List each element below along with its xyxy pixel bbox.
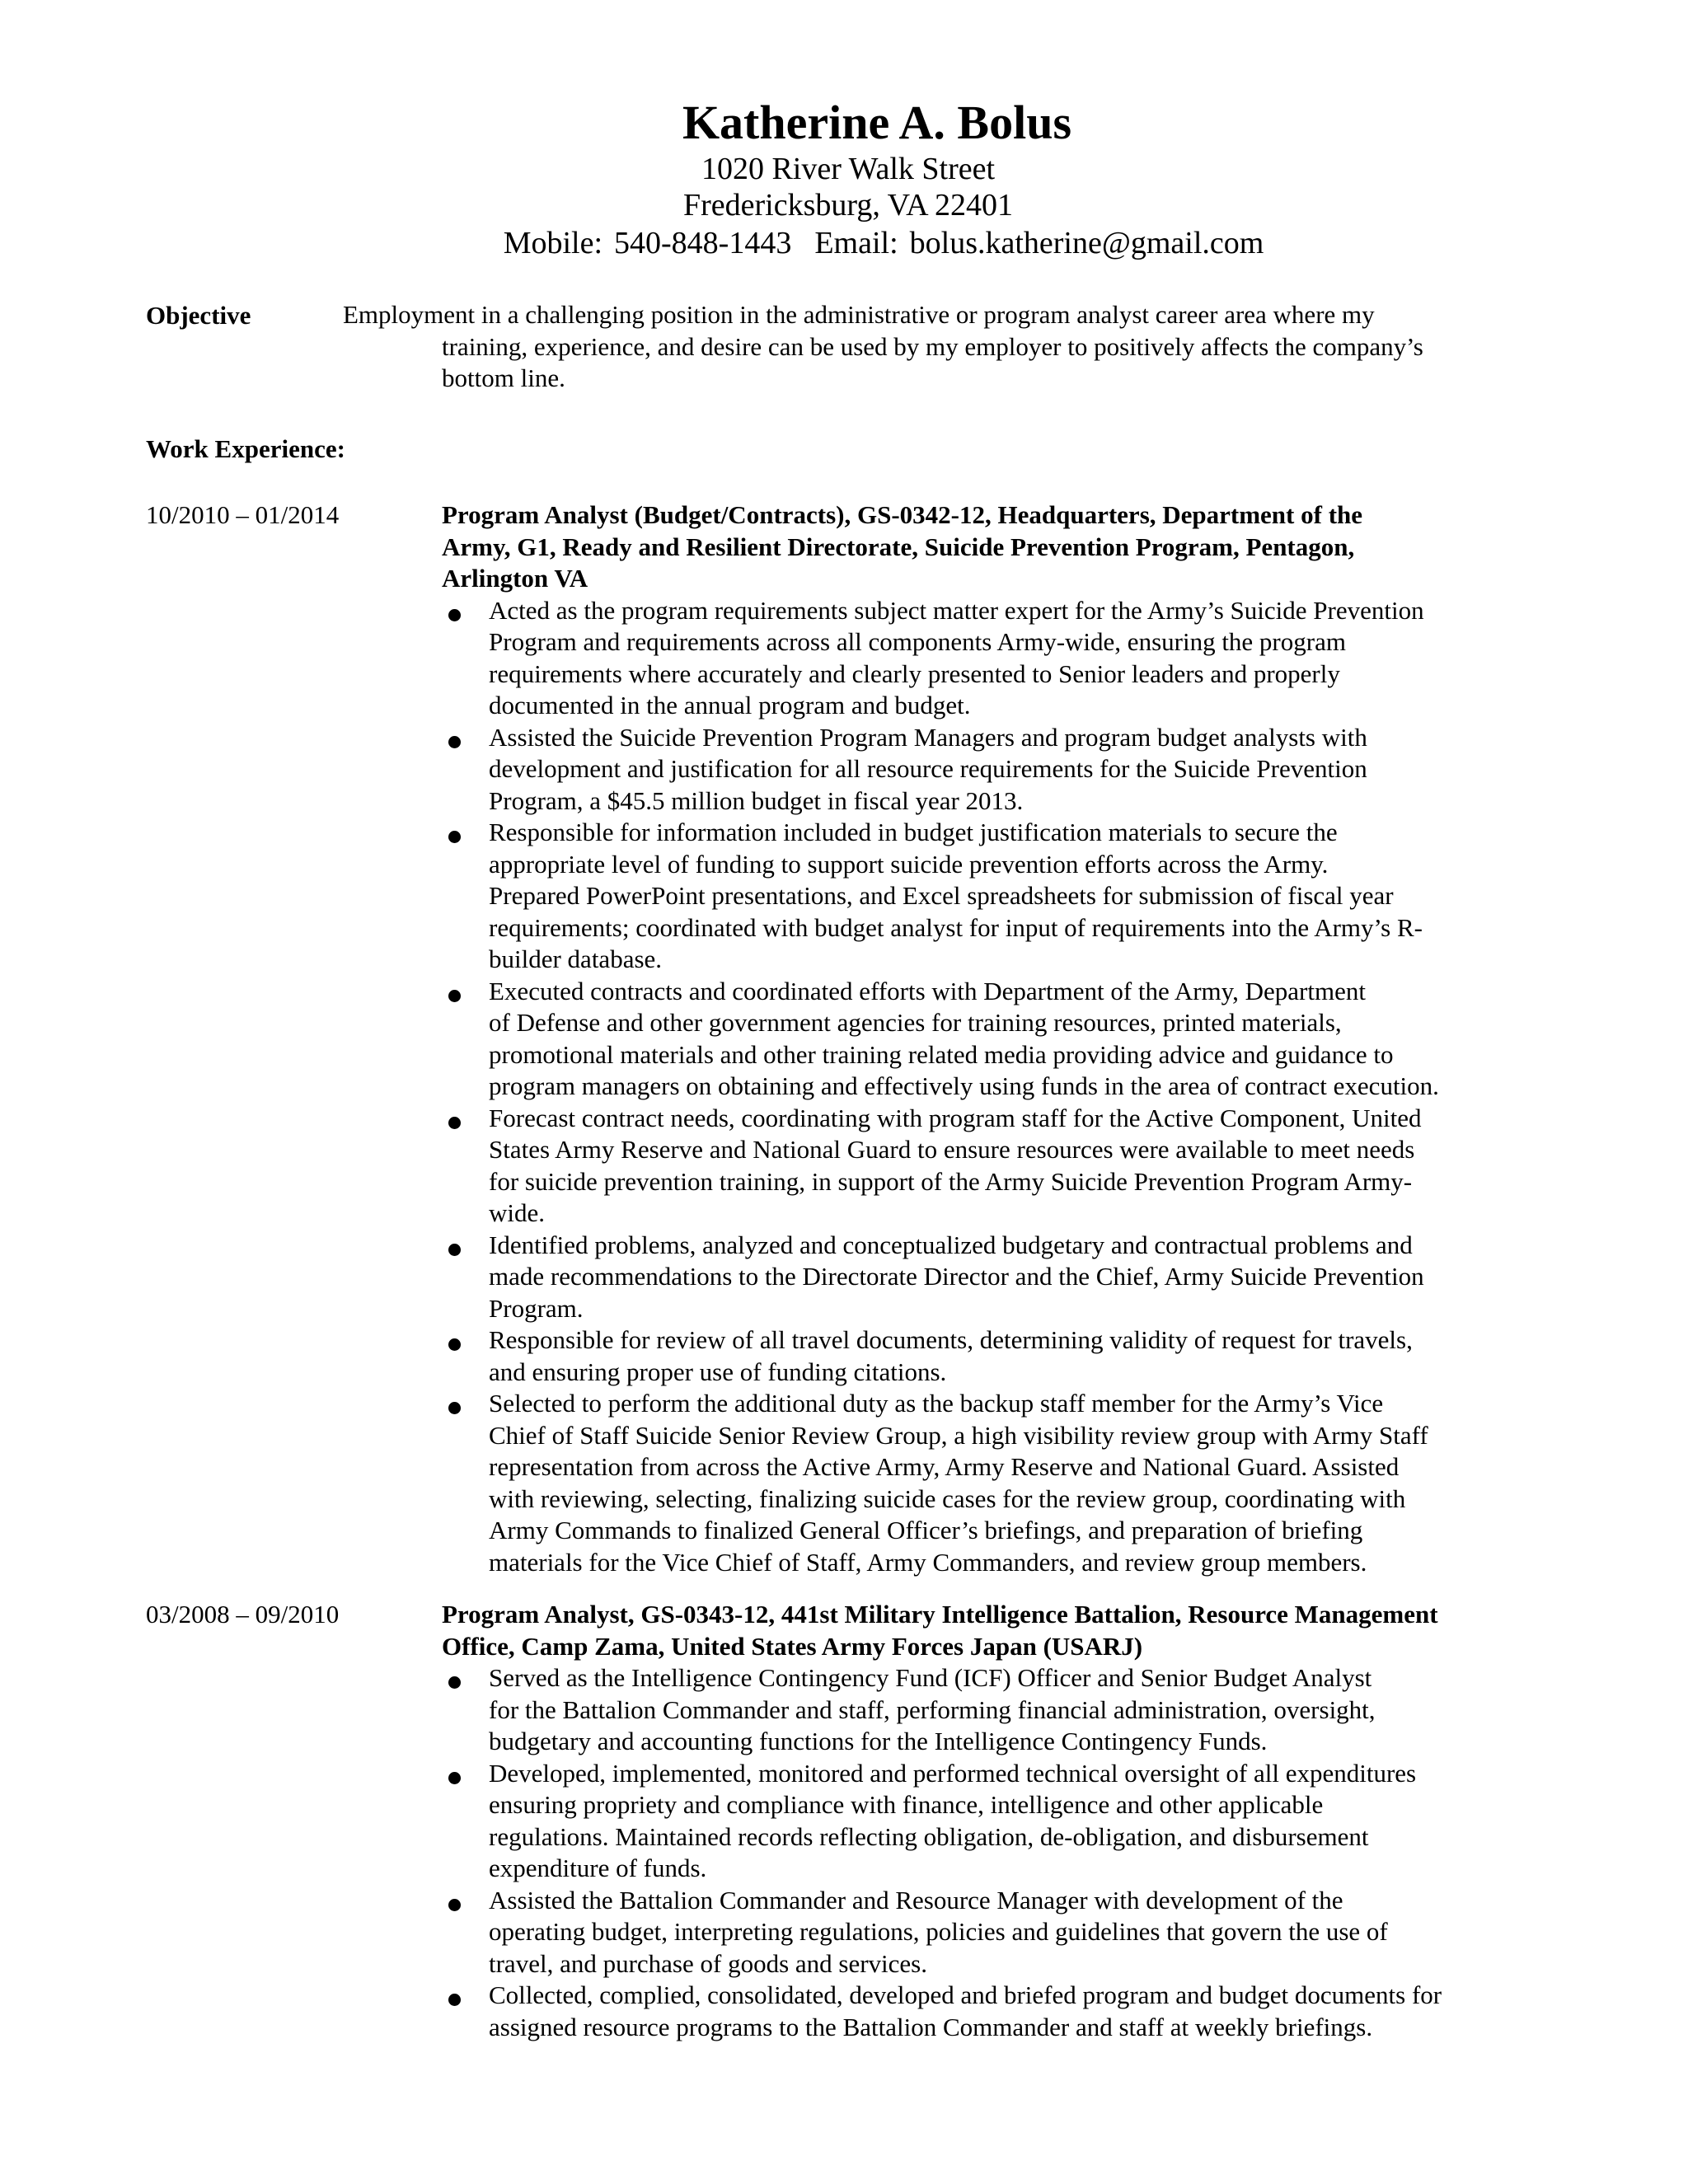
job-title-line: Arlington VA (442, 564, 588, 593)
duty-line: representation from across the Active Army, Army Reserve and National Guard. Assisted (489, 1452, 1400, 1481)
duty-line: wide. (489, 1198, 546, 1227)
duty-line: requirements where accurately and clearly presented to Senior leaders and properly (489, 658, 1340, 688)
job-entry (442, 499, 1522, 1578)
bullet-icon (448, 1676, 461, 1689)
duty-line: Assisted the Battalion Commander and Resource Manager with development of the (489, 1885, 1343, 1915)
bullet-icon (448, 1117, 461, 1129)
bullet-icon (448, 1994, 461, 2006)
duty-line: Program, a $45.5 million budget in fiscal year 2013. (489, 785, 1024, 815)
duty-line: budgetary and accounting functions for the Intelligence Contingency Funds. (489, 1727, 1268, 1755)
bullet-icon (448, 1402, 461, 1414)
job-title-line: Program Analyst, GS-0343-12, 441st Military Intelligence Battalion, Resource Management (442, 1600, 1438, 1629)
duty-line: appropriate level of funding to support suicide prevention efforts across the Army. (489, 849, 1329, 879)
bullet-icon (448, 1772, 461, 1784)
job-title-line: Office, Camp Zama, United States Army Forces Japan (USARJ) (442, 1631, 1143, 1661)
contact-line (40, 224, 1688, 262)
duty-line: Developed, implemented, monitored and performed technical oversight of all expenditures (489, 1758, 1417, 1788)
bullet-icon (448, 1338, 461, 1351)
duty-line: Responsible for information included in budget justification materials to secure the (489, 818, 1338, 846)
job-title (442, 499, 1522, 595)
job-duties-list (442, 1662, 1522, 2043)
job-entry (442, 1599, 1522, 2043)
job-duties-list (442, 595, 1522, 1579)
duty-line: Program. (489, 1293, 584, 1323)
job-title (442, 1599, 1522, 1662)
duty-line: for the Battalion Commander and staff, performing financial administration, oversight, (489, 1694, 1376, 1724)
duty-item (442, 595, 1522, 722)
duty-line: Assisted the Suicide Prevention Program Managers and program budget analysts with (489, 722, 1367, 752)
objective-line: Employment in a challenging position in the administrative or program analyst career area where my (343, 300, 1375, 329)
duty-line: Selected to perform the additional duty as the backup staff member for the Army’s Vice (489, 1389, 1384, 1418)
duty-item (442, 1885, 1522, 1980)
bullet-icon (448, 831, 461, 843)
duty-item (442, 1103, 1522, 1230)
duty-line: program managers on obtaining and effectively using funds in the area of contract execution. (489, 1071, 1439, 1100)
duty-item (442, 1662, 1522, 1758)
duty-line: States Army Reserve and National Guard to ensure resources were available to meet needs (489, 1135, 1415, 1164)
duty-line: Identified problems, analyzed and conceptualized budgetary and contractual problems and (489, 1230, 1413, 1259)
bullet-icon (448, 736, 461, 748)
duty-line: made recommendations to the Directorate Director and the Chief, Army Suicide Prevention (489, 1262, 1424, 1291)
duty-item (442, 976, 1522, 1103)
duty-item (442, 1324, 1522, 1388)
duty-line: requirements; coordinated with budget analyst for input of requirements into the Army’s R- (489, 912, 1423, 942)
duty-item (442, 1758, 1522, 1885)
duty-line: for suicide prevention training, in support of the Army Suicide Prevention Program Army- (489, 1166, 1413, 1196)
duty-line: Responsible for review of all travel documents, determining validity of request for travels, (489, 1325, 1413, 1354)
bullet-icon (448, 609, 461, 621)
duty-line: of Defense and other government agencies for training resources, printed materials, (489, 1008, 1342, 1037)
bullet-icon (448, 1244, 461, 1256)
duty-line: expenditure of funds. (489, 1854, 707, 1882)
duty-line: with reviewing, selecting, finalizing suicide cases for the review group, coordinating with (489, 1483, 1406, 1513)
job-title-line: Program Analyst (Budget/Contracts), GS-0342-12, Headquarters, Department of the (442, 500, 1363, 529)
bullet-icon (448, 990, 461, 1002)
duty-line: promotional materials and other training related media providing advice and guidance to (489, 1039, 1394, 1069)
address-line-1: 1020 River Walk Street (701, 152, 996, 186)
duty-line: Chief of Staff Suicide Senior Review Group, a high visibility review group with Army Staff (489, 1420, 1428, 1450)
bullet-icon (448, 1899, 461, 1911)
duty-line: Acted as the program requirements subject matter expert for the Army’s Suicide Prevention (489, 595, 1424, 625)
duty-line: Program and requirements across all components Army-wide, ensuring the program (489, 627, 1346, 656)
candidate-name: Katherine A. Bolus (682, 96, 1072, 149)
duty-line: and ensuring proper use of funding citations. (489, 1357, 947, 1386)
duty-line: materials for the Vice Chief of Staff, Army Commanders, and review group members. (489, 1547, 1367, 1577)
duty-line: builder database. (489, 944, 663, 973)
duty-line: operating budget, interpreting regulations, policies and guidelines that govern the use of (489, 1917, 1388, 1946)
duty-line: assigned resource programs to the Battalion Commander and staff at weekly briefings. (489, 2012, 1373, 2041)
job-dates: 10/2010 – 01/2014 (146, 500, 340, 529)
mobile-label: Mobile: (503, 226, 603, 260)
email-address: bolus.katherine@gmail.com (909, 226, 1264, 260)
duty-line: Executed contracts and coordinated efforts with Department of the Army, Department (489, 976, 1366, 1005)
duty-item (442, 1230, 1522, 1325)
email-label: Email: (814, 226, 898, 260)
duty-line: ensuring propriety and compliance with finance, intelligence and other applicable (489, 1790, 1324, 1819)
objective-line: bottom line. (442, 363, 565, 392)
duty-line: development and justification for all resource requirements for the Suicide Prevention (489, 754, 1367, 783)
job-title-line: Army, G1, Ready and Resilient Directorate, Suicide Prevention Program, Pentagon, (442, 532, 1355, 561)
objective-line: training, experience, and desire can be used by my employer to positively affects the company’s (442, 331, 1423, 361)
duty-item (442, 1980, 1522, 2043)
duty-item (442, 1388, 1522, 1578)
objective-text (343, 299, 1513, 395)
job-dates: 03/2008 – 09/2010 (146, 1600, 340, 1629)
duty-item (442, 817, 1522, 976)
mobile-number: 540-848-1443 (614, 226, 792, 260)
duty-line: documented in the annual program and budget. (489, 691, 971, 719)
duty-line: travel, and purchase of goods and services. (489, 1948, 927, 1978)
work-experience-label: Work Experience: (146, 434, 345, 463)
duty-line: Army Commands to finalized General Officer’s briefings, and preparation of briefing (489, 1516, 1363, 1544)
objective-label: Objective (146, 301, 251, 330)
duty-line: regulations. Maintained records reflecting obligation, de-obligation, and disbursement (489, 1821, 1369, 1851)
duty-line: Prepared PowerPoint presentations, and Excel spreadsheets for submission of fiscal year (489, 881, 1394, 910)
address-line-2: Fredericksburg, VA 22401 (682, 188, 1014, 223)
duty-line: Served as the Intelligence Contingency Fund (ICF) Officer and Senior Budget Analyst (489, 1663, 1372, 1692)
duty-line: Forecast contract needs, coordinating with program staff for the Active Component, United (489, 1103, 1422, 1132)
duty-item (442, 722, 1522, 818)
duty-line: Collected, complied, consolidated, developed and briefed program and budget documents for (489, 1980, 1442, 2009)
